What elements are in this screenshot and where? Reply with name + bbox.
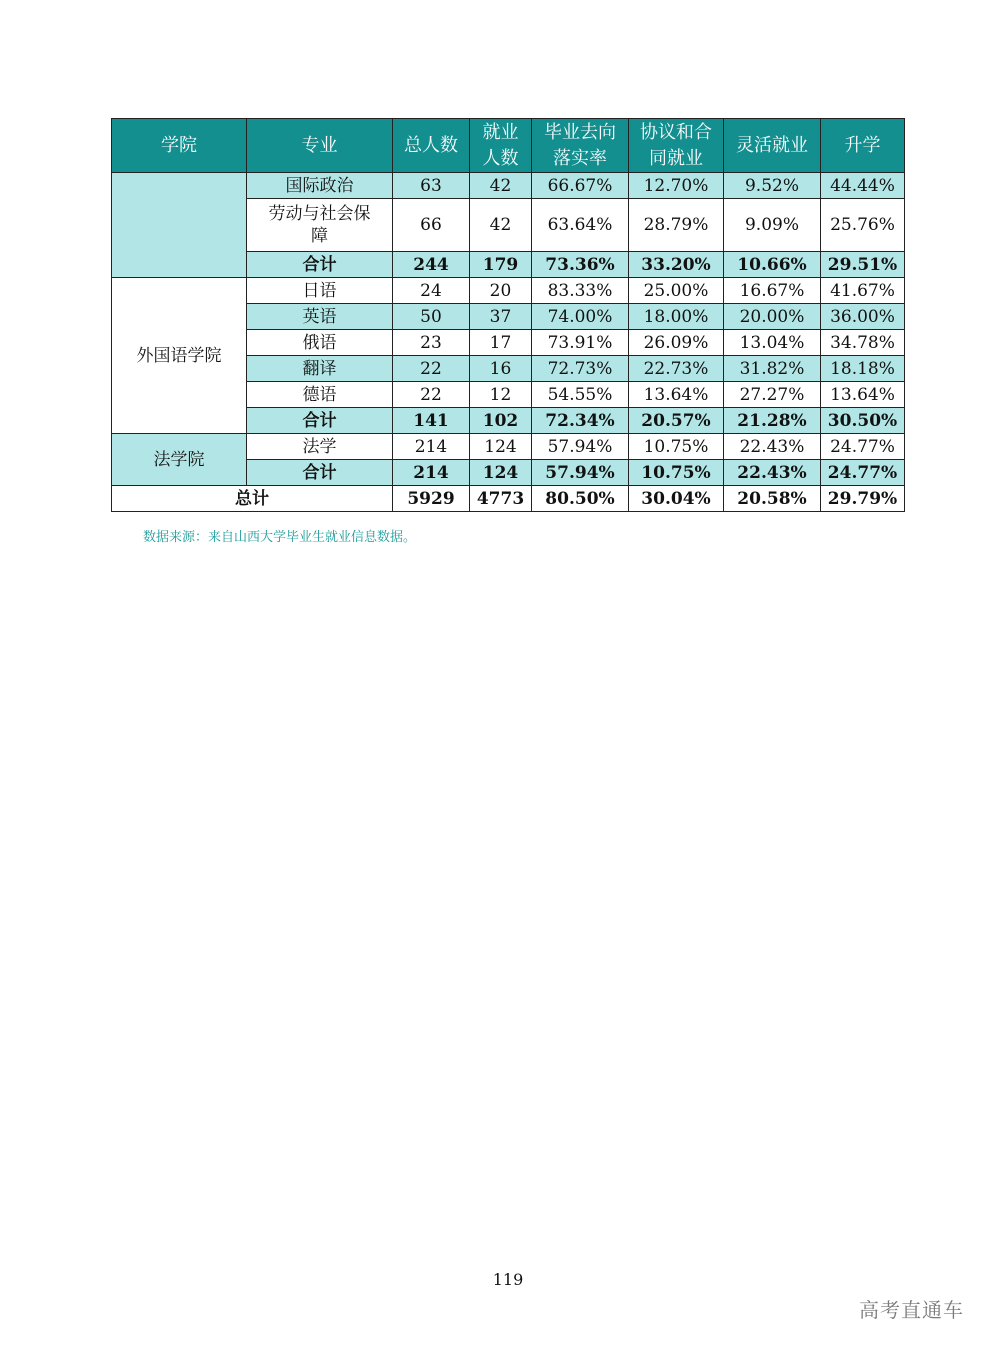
contract-cell: 25.00% xyxy=(629,278,724,304)
further-cell: 25.76% xyxy=(821,199,905,252)
contract-cell: 33.20% xyxy=(629,252,724,278)
contract-cell: 30.04% xyxy=(629,486,724,512)
header-total: 总人数 xyxy=(393,119,470,173)
flexible-cell: 22.43% xyxy=(724,434,821,460)
table-row xyxy=(112,278,905,304)
contract-cell: 10.75% xyxy=(629,434,724,460)
rate-cell: 54.55% xyxy=(532,382,629,408)
contract-cell: 20.57% xyxy=(629,408,724,434)
subtotal-label: 合计 xyxy=(247,408,393,434)
flexible-cell: 31.82% xyxy=(724,356,821,382)
contract-cell: 12.70% xyxy=(629,173,724,199)
contract-cell: 13.64% xyxy=(629,382,724,408)
grand-total-row xyxy=(112,486,905,512)
college-cell xyxy=(112,173,247,278)
flexible-cell: 20.00% xyxy=(724,304,821,330)
employed-cell: 16 xyxy=(470,356,532,382)
rate-cell: 72.73% xyxy=(532,356,629,382)
rate-cell: 73.36% xyxy=(532,252,629,278)
further-cell: 24.77% xyxy=(821,434,905,460)
header-further: 升学 xyxy=(821,119,905,173)
further-cell: 34.78% xyxy=(821,330,905,356)
total-cell: 22 xyxy=(393,356,470,382)
employed-cell: 124 xyxy=(470,434,532,460)
further-cell: 29.79% xyxy=(821,486,905,512)
header-employed: 就业 人数 xyxy=(470,119,532,173)
further-cell: 13.64% xyxy=(821,382,905,408)
employed-cell: 12 xyxy=(470,382,532,408)
employment-table-container xyxy=(111,118,904,512)
contract-cell: 22.73% xyxy=(629,356,724,382)
table-row xyxy=(112,434,905,460)
employed-cell: 42 xyxy=(470,173,532,199)
major-cell: 日语 xyxy=(247,278,393,304)
header-college: 学院 xyxy=(112,119,247,173)
flexible-cell: 21.28% xyxy=(724,408,821,434)
major-cell: 英语 xyxy=(247,304,393,330)
employed-cell: 17 xyxy=(470,330,532,356)
further-cell: 29.51% xyxy=(821,252,905,278)
major-cell: 翻译 xyxy=(247,356,393,382)
total-cell: 214 xyxy=(393,460,470,486)
employed-cell: 4773 xyxy=(470,486,532,512)
employment-table xyxy=(111,118,905,512)
total-cell: 63 xyxy=(393,173,470,199)
total-cell: 141 xyxy=(393,408,470,434)
header-major: 专业 xyxy=(247,119,393,173)
major-cell: 劳动与社会保 障 xyxy=(247,199,393,252)
rate-cell: 80.50% xyxy=(532,486,629,512)
further-cell: 36.00% xyxy=(821,304,905,330)
rate-cell: 73.91% xyxy=(532,330,629,356)
rate-cell: 74.00% xyxy=(532,304,629,330)
contract-cell: 18.00% xyxy=(629,304,724,330)
flexible-cell: 13.04% xyxy=(724,330,821,356)
data-source-note: 数据来源：来自山西大学毕业生就业信息数据。 xyxy=(143,530,417,545)
total-cell: 23 xyxy=(393,330,470,356)
header-rate: 毕业去向 落实率 xyxy=(532,119,629,173)
employed-cell: 42 xyxy=(470,199,532,252)
table-row xyxy=(112,173,905,199)
further-cell: 18.18% xyxy=(821,356,905,382)
major-cell: 德语 xyxy=(247,382,393,408)
college-cell: 外国语学院 xyxy=(112,278,247,434)
table-header-row xyxy=(112,119,905,173)
rate-cell: 57.94% xyxy=(532,434,629,460)
header-contract: 协议和合 同就业 xyxy=(629,119,724,173)
employed-cell: 124 xyxy=(470,460,532,486)
header-flexible: 灵活就业 xyxy=(724,119,821,173)
major-cell: 俄语 xyxy=(247,330,393,356)
rate-cell: 63.64% xyxy=(532,199,629,252)
flexible-cell: 16.67% xyxy=(724,278,821,304)
grand-total-label: 总计 xyxy=(112,486,393,512)
college-cell: 法学院 xyxy=(112,434,247,486)
flexible-cell: 20.58% xyxy=(724,486,821,512)
total-cell: 50 xyxy=(393,304,470,330)
total-cell: 22 xyxy=(393,382,470,408)
rate-cell: 72.34% xyxy=(532,408,629,434)
watermark: 高考直通车 xyxy=(859,1298,964,1322)
total-cell: 5929 xyxy=(393,486,470,512)
employed-cell: 179 xyxy=(470,252,532,278)
employed-cell: 20 xyxy=(470,278,532,304)
total-cell: 66 xyxy=(393,199,470,252)
flexible-cell: 9.09% xyxy=(724,199,821,252)
rate-cell: 83.33% xyxy=(532,278,629,304)
employed-cell: 102 xyxy=(470,408,532,434)
rate-cell: 57.94% xyxy=(532,460,629,486)
further-cell: 30.50% xyxy=(821,408,905,434)
rate-cell: 66.67% xyxy=(532,173,629,199)
total-cell: 24 xyxy=(393,278,470,304)
flexible-cell: 9.52% xyxy=(724,173,821,199)
flexible-cell: 22.43% xyxy=(724,460,821,486)
employed-cell: 37 xyxy=(470,304,532,330)
total-cell: 244 xyxy=(393,252,470,278)
major-cell: 国际政治 xyxy=(247,173,393,199)
contract-cell: 10.75% xyxy=(629,460,724,486)
subtotal-label: 合计 xyxy=(247,460,393,486)
contract-cell: 26.09% xyxy=(629,330,724,356)
flexible-cell: 27.27% xyxy=(724,382,821,408)
further-cell: 24.77% xyxy=(821,460,905,486)
page-number: 119 xyxy=(492,1270,524,1289)
contract-cell: 28.79% xyxy=(629,199,724,252)
total-cell: 214 xyxy=(393,434,470,460)
further-cell: 41.67% xyxy=(821,278,905,304)
flexible-cell: 10.66% xyxy=(724,252,821,278)
further-cell: 44.44% xyxy=(821,173,905,199)
subtotal-label: 合计 xyxy=(247,252,393,278)
major-cell: 法学 xyxy=(247,434,393,460)
